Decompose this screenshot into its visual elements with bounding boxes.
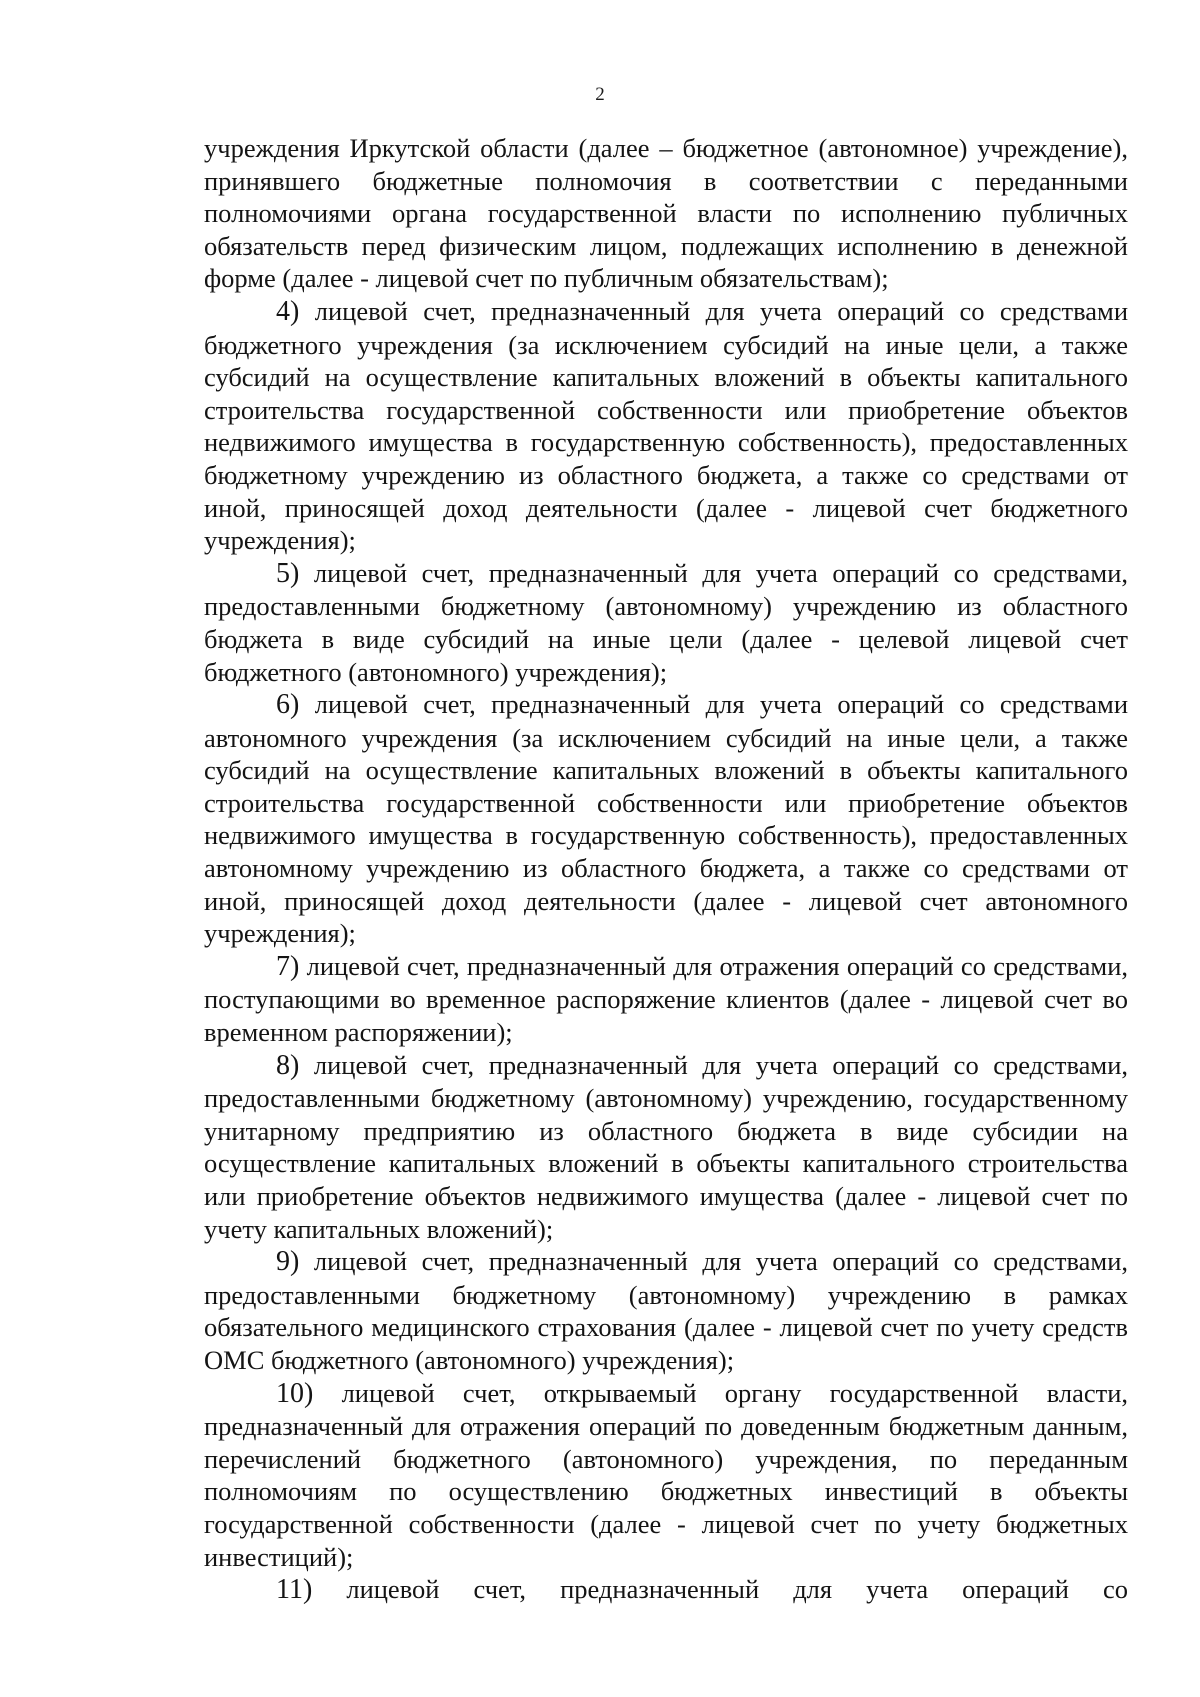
paragraph-text: лицевой счет, предназначенный для учета операций со средствами автономного учреждения (за исключением субсидий на иные цели, а также субсидий на осуществление капитальных вложений в объекты капитального строительства государственной собственности или приобретение объектов недвижимого имущества в государственную собственность), предоставленных автономному учреждению из областного бюджета, а также со средствами от иной, приносящей доход деятельности (далее - лицевой счет автономного учреждения); — [204, 689, 1129, 949]
document-body — [204, 132, 1128, 1607]
paragraph-item-8 — [204, 1049, 1128, 1246]
paragraph-text: лицевой счет, предназначенный для учета операций со средствами, предоставленными бюджетному (автономному) учреждению в рамках обязательного медицинского страхования (далее - лицевой счет по учету средств ОМС бюджетного (автономного) учреждения); — [204, 1246, 1129, 1375]
item-number: 4) — [276, 295, 300, 327]
paragraph-text: лицевой счет, предназначенный для отражения операций со средствами, поступающими во временное распоряжение клиентов (далее - лицевой счет во временном распоряжении); — [204, 950, 1128, 1048]
item-number: 10) — [276, 1377, 314, 1409]
paragraph-text: лицевой счет, открываемый органу государственной власти, предназначенный для отражения операций по доведенным бюджетным данным, перечислений бюджетного (автономного) учреждения, по переданным полномочиям по осуществлению бюджетных инвестиций в объекты государственной собственности (далее - лицевой счет по учету бюджетных инвестиций); — [204, 1377, 1129, 1572]
paragraph-text: лицевой счет, предназначенный для учета операций со средствами, предоставленными бюджетному (автономному) учреждению, государственному унитарному предприятию из областного бюджета в виде субсидии на осуществление капитальных вложений в объекты капитального строительства или приобретение объектов недвижимого имущества (далее - лицевой счет по учету капитальных вложений); — [204, 1049, 1129, 1244]
paragraph-text: лицевой счет, предназначенный для учета операций со средствами, предоставленными бюджетному (автономному) учреждению из областного бюджета в виде субсидий на иные цели (далее - целевой лицевой счет бюджетного (автономного) учреждения); — [204, 557, 1129, 687]
paragraph-item-9 — [204, 1245, 1128, 1376]
item-number: 5) — [276, 557, 300, 589]
item-number: 11) — [276, 1574, 313, 1606]
paragraph-text: лицевой счет, предназначенный для учета операций со средствами бюджетного учреждения (за исключением субсидий на иные цели, а также субсидий на осуществление капитальных вложений в объекты капитального строительства государственной собственности или приобретение объектов недвижимого имущества в государственную собственность), предоставленных бюджетному учреждению из областного бюджета, а также со средствами от иной, приносящей доход деятельности (далее - лицевой счет бюджетного учреждения); — [204, 295, 1129, 556]
paragraph-item-11 — [204, 1573, 1128, 1607]
item-number: 9) — [276, 1246, 300, 1278]
item-number: 6) — [276, 689, 300, 721]
paragraph-item-5 — [204, 557, 1128, 688]
page-number: 2 — [595, 84, 605, 105]
paragraph-text: лицевой счет, предназначенный для учета операций со — [346, 1574, 1128, 1605]
paragraph-continuation — [204, 132, 1128, 295]
item-number: 7) — [276, 950, 300, 982]
paragraph-item-10 — [204, 1377, 1128, 1574]
paragraph-item-4 — [204, 295, 1128, 557]
paragraph-item-6 — [204, 688, 1128, 950]
item-number: 8) — [276, 1049, 300, 1081]
paragraph-text: учреждения Иркутской области (далее – бюджетное (автономное) учреждение), принявшего бюджетные полномочия в соответствии с переданными полномочиями органа государственной власти по исполнению публичных обязательств перед физическим лицом, подлежащих исполнению в денежной форме (далее - лицевой счет по публичным обязательствам); — [204, 133, 1128, 294]
paragraph-item-7 — [204, 950, 1128, 1049]
